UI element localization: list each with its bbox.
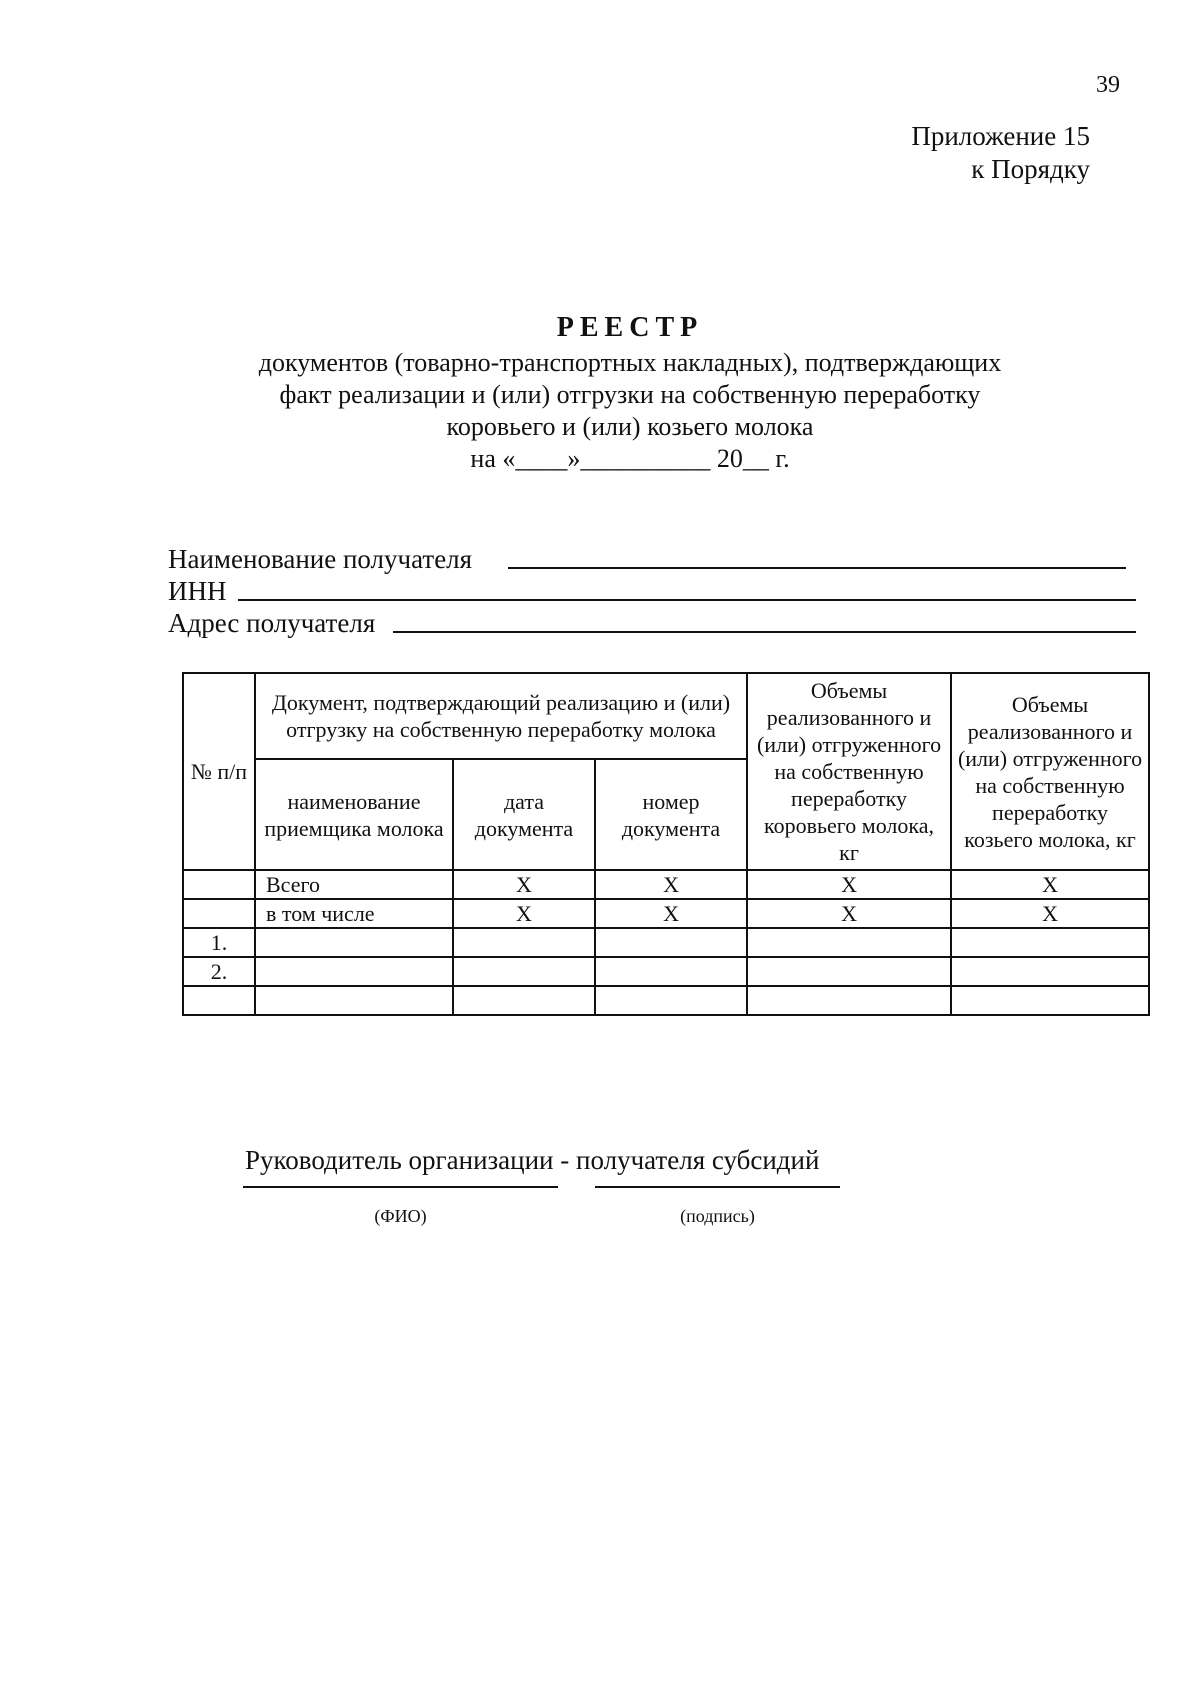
page-number: 39	[1096, 72, 1120, 98]
recipient-fields	[168, 543, 472, 639]
cell-cow-volume[interactable]	[747, 928, 951, 957]
recipient-name-field[interactable]	[508, 543, 1126, 569]
cell-number[interactable]	[595, 957, 747, 986]
cell-number: X	[595, 870, 747, 899]
subtitle-line-2: факт реализации и (или) отгрузки на собственную переработку	[279, 380, 981, 409]
cell-receiver: в том числе	[255, 899, 453, 928]
table-row	[183, 928, 1149, 957]
cell-receiver[interactable]	[255, 957, 453, 986]
cell-date[interactable]	[453, 986, 595, 1015]
cell-cow-volume[interactable]	[747, 957, 951, 986]
subtitle-line-1: документов (товарно-транспортных накладных), подтверждающих	[258, 348, 1002, 377]
subtitle-line-4: на «____»__________ 20__ г.	[470, 444, 790, 473]
table-row	[183, 899, 1149, 928]
signature-line[interactable]	[595, 1186, 840, 1188]
cell-number[interactable]	[595, 928, 747, 957]
address-field[interactable]	[393, 607, 1136, 633]
cell-num	[183, 870, 255, 899]
recipient-name-row	[168, 543, 472, 575]
address-row	[168, 607, 472, 639]
fio-line[interactable]	[243, 1186, 558, 1188]
table-row	[183, 986, 1149, 1015]
cell-receiver[interactable]	[255, 928, 453, 957]
cell-goat-volume[interactable]	[951, 957, 1149, 986]
header-cow-volume: Объемы реализованного и (или) отгруженного на собственную переработку коровьего молока, кг	[747, 673, 951, 870]
document-title: РЕЕСТР	[556, 312, 704, 343]
subtitle-line-3: коровьего и (или) козьего молока	[446, 412, 814, 441]
table-row	[183, 870, 1149, 899]
inn-label: ИНН	[168, 576, 227, 606]
annex-line-1: Приложение 15	[911, 121, 1090, 151]
cell-goat-volume: X	[951, 899, 1149, 928]
inn-field[interactable]	[238, 575, 1136, 601]
fio-caption: (ФИО)	[374, 1206, 427, 1226]
cell-date: X	[453, 870, 595, 899]
cell-goat-volume: X	[951, 870, 1149, 899]
inn-row	[168, 575, 472, 607]
header-date: дата документа	[453, 759, 595, 870]
header-receiver: наименование приемщика молока	[255, 759, 453, 870]
cell-date[interactable]	[453, 957, 595, 986]
registry-table	[182, 672, 1150, 1016]
recipient-name-label: Наименование получателя	[168, 544, 473, 574]
cell-cow-volume: X	[747, 870, 951, 899]
cell-date[interactable]	[453, 928, 595, 957]
cell-num: 1.	[183, 928, 255, 957]
signature-caption: (подпись)	[680, 1206, 755, 1226]
cell-num: 2.	[183, 957, 255, 986]
table-row	[183, 957, 1149, 986]
document-subtitle	[0, 347, 1200, 475]
address-label: Адрес получателя	[168, 608, 376, 638]
cell-number[interactable]	[595, 986, 747, 1015]
cell-number: X	[595, 899, 747, 928]
signature-heading: Руководитель организации - получателя субсидий	[245, 1145, 820, 1175]
cell-date: X	[453, 899, 595, 928]
table-header-row	[183, 673, 1149, 759]
cell-receiver[interactable]	[255, 986, 453, 1015]
cell-num	[183, 986, 255, 1015]
cell-receiver: Всего	[255, 870, 453, 899]
cell-goat-volume[interactable]	[951, 928, 1149, 957]
cell-num	[183, 899, 255, 928]
header-document-group: Документ, подтверждающий реализацию и (или) отгрузку на собственную переработку молока	[255, 673, 747, 759]
header-goat-volume: Объемы реализованного и (или) отгруженного на собственную переработку козьего молока, кг	[951, 673, 1149, 870]
cell-cow-volume: X	[747, 899, 951, 928]
cell-goat-volume[interactable]	[951, 986, 1149, 1015]
header-number: номер документа	[595, 759, 747, 870]
header-num: № п/п	[183, 673, 255, 870]
cell-cow-volume[interactable]	[747, 986, 951, 1015]
annex-line-2: к Порядку	[971, 154, 1090, 184]
annex-reference	[911, 120, 1090, 186]
